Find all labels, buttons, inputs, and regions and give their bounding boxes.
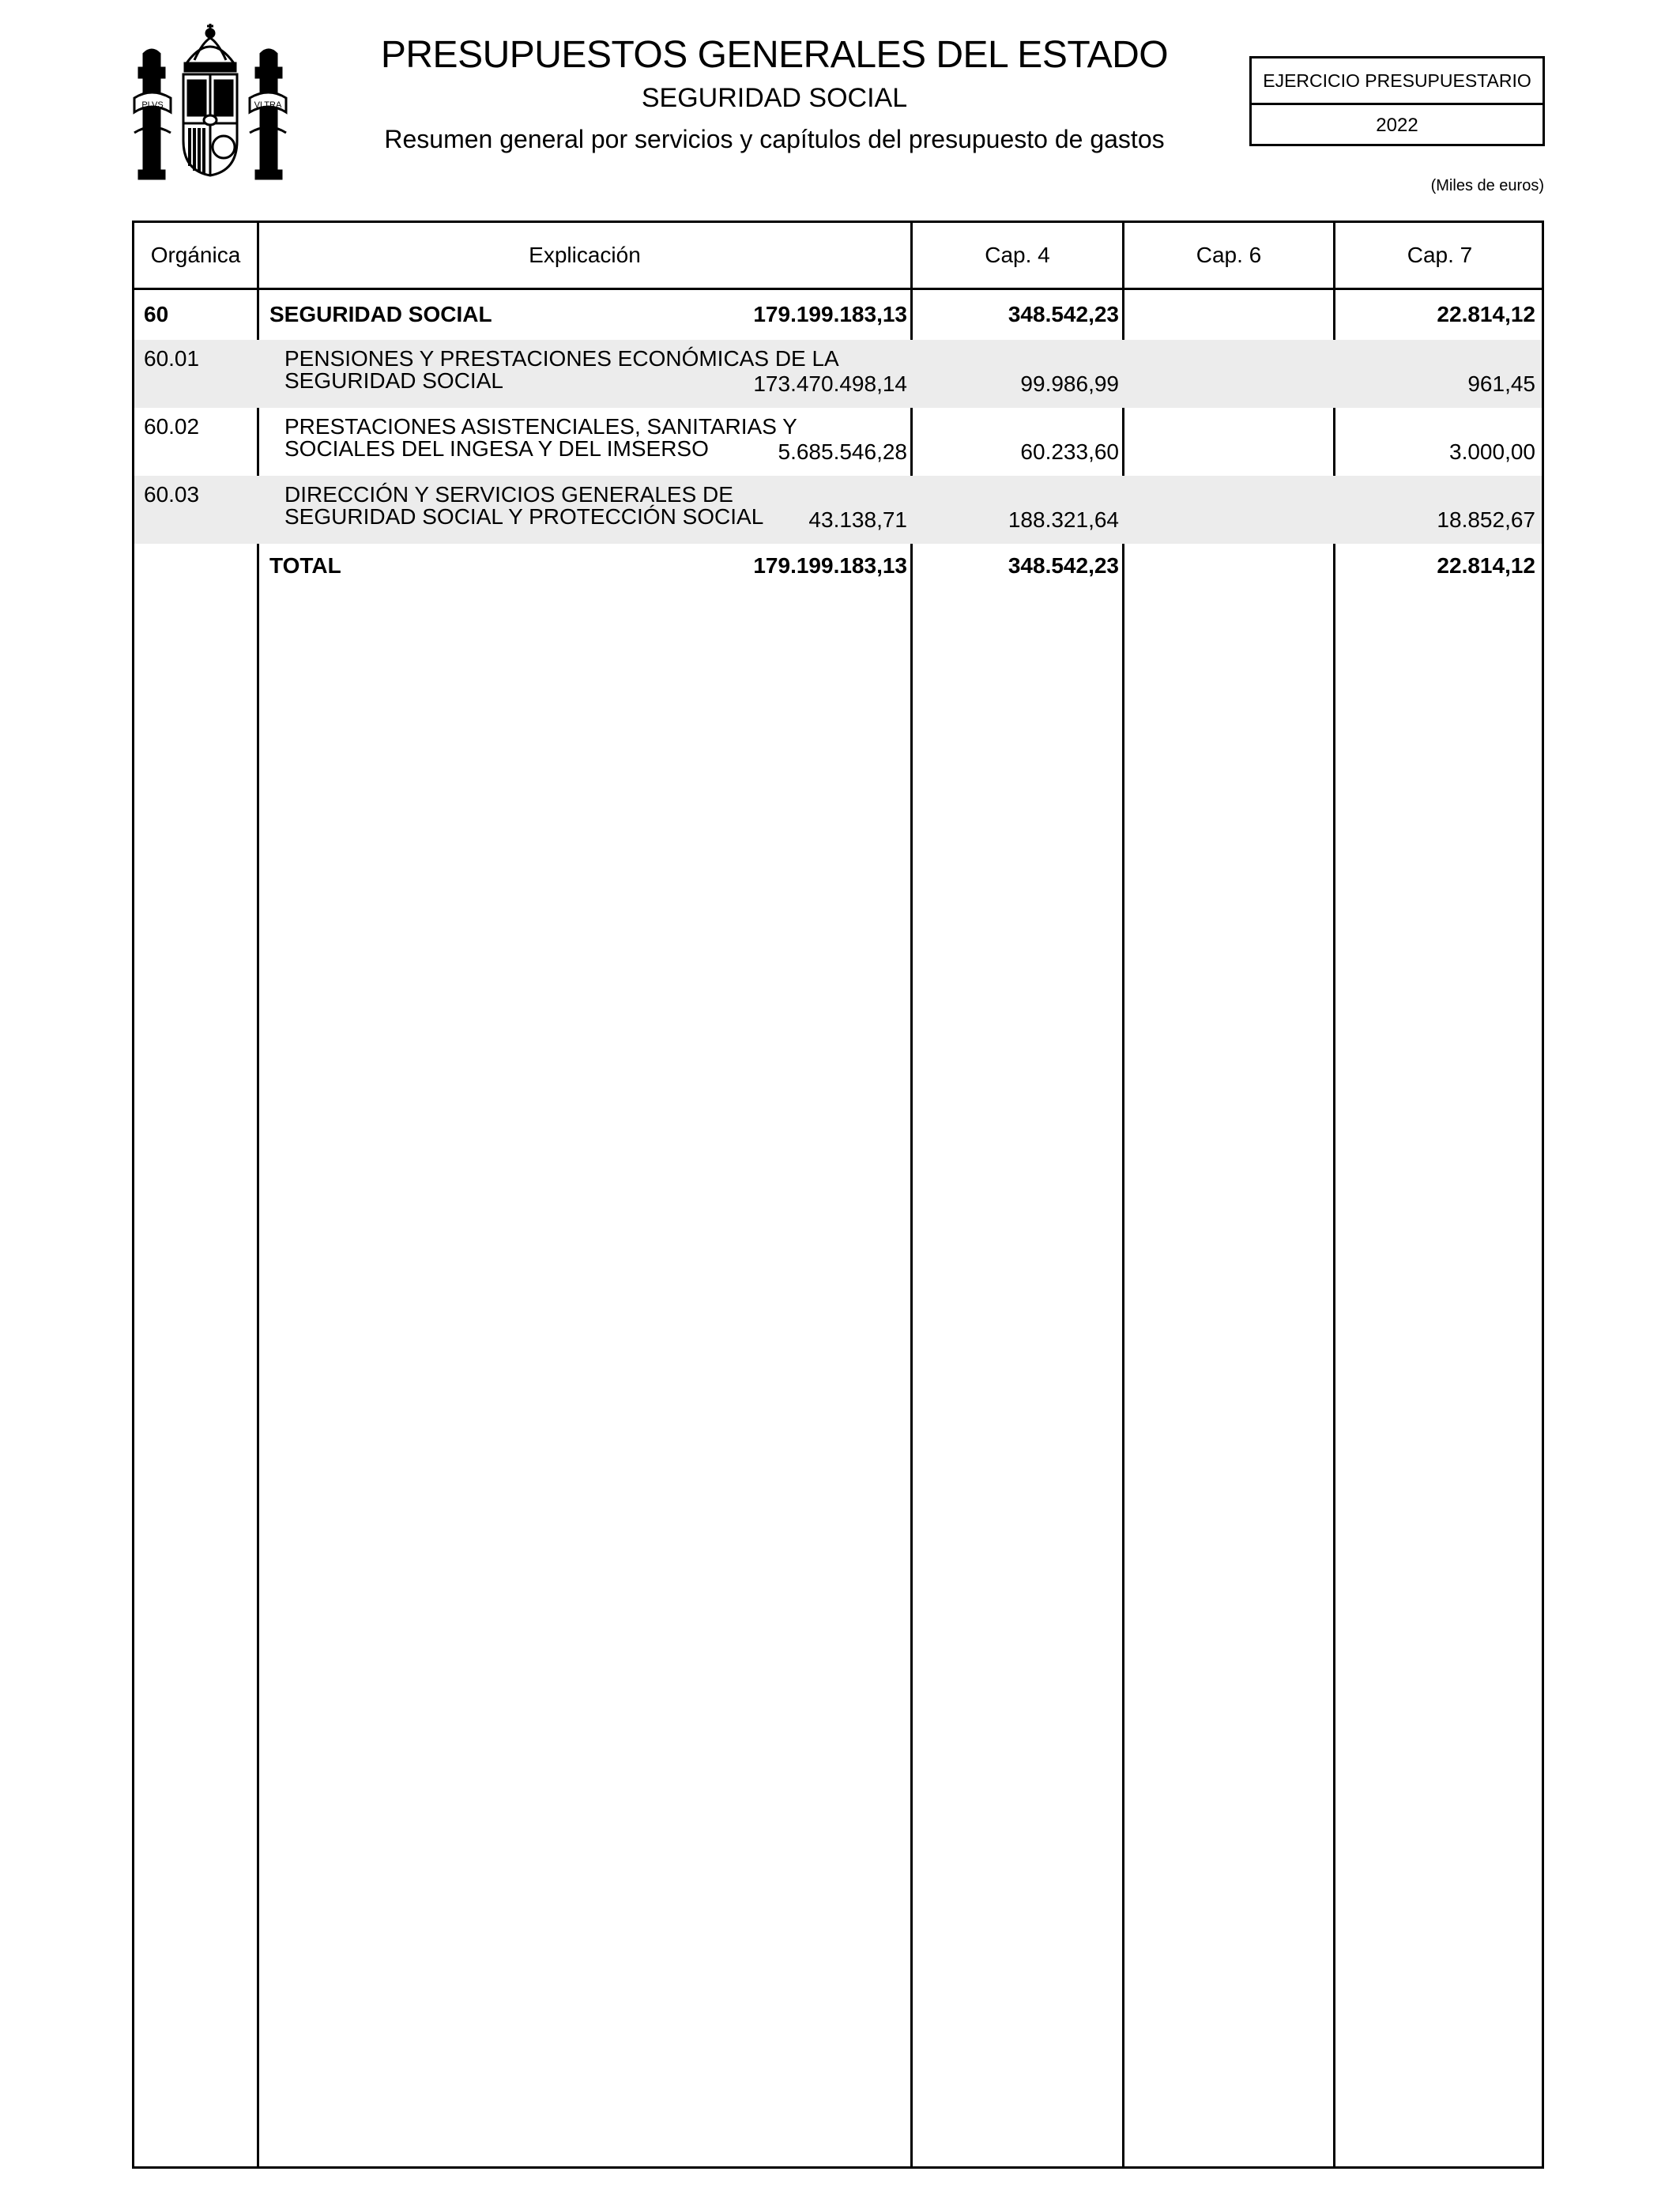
row-org: 60.02 bbox=[144, 414, 200, 439]
row-explicacion-line1: PENSIONES Y PRESTACIONES ECONÓMICAS DE LA bbox=[284, 346, 839, 371]
row-explicacion-line2: SEGURIDAD SOCIAL Y PROTECCIÓN SOCIAL bbox=[284, 504, 764, 529]
row-cap6: 348.542,23 bbox=[1008, 302, 1119, 326]
header-titles bbox=[316, 32, 1233, 156]
ejercicio-label: EJERCICIO PRESUPUESTARIO bbox=[1252, 58, 1543, 105]
table-row bbox=[134, 292, 1542, 340]
row-explicacion-line2: SEGURIDAD SOCIAL bbox=[284, 368, 503, 393]
table-row bbox=[134, 408, 1542, 476]
col-header-cap7: Cap. 7 bbox=[1407, 243, 1473, 267]
row-cap4: 5.685.546,28 bbox=[778, 439, 907, 464]
row-cap7: 3.000,00 bbox=[1449, 439, 1535, 464]
page-title: PRESUPUESTOS GENERALES DEL ESTADO bbox=[380, 34, 1169, 76]
table-row bbox=[134, 476, 1542, 544]
row-explicacion-line1: DIRECCIÓN Y SERVICIOS GENERALES DE bbox=[284, 482, 733, 507]
total-label: TOTAL bbox=[269, 553, 341, 578]
col-header-cap6: Cap. 6 bbox=[1196, 243, 1262, 267]
row-explicacion: SEGURIDAD SOCIAL bbox=[269, 302, 492, 326]
ejercicio-year: 2022 bbox=[1376, 115, 1418, 136]
row-cap7: 961,45 bbox=[1467, 371, 1535, 396]
col-header-organica: Orgánica bbox=[150, 243, 241, 267]
total-row bbox=[134, 544, 1542, 591]
page-subtitle: SEGURIDAD SOCIAL bbox=[641, 83, 908, 113]
coat-of-arms-logo bbox=[131, 22, 289, 180]
row-cap4: 173.470.498,14 bbox=[753, 371, 907, 396]
col-header-cap4: Cap. 4 bbox=[985, 243, 1050, 267]
row-org: 60 bbox=[144, 302, 169, 326]
row-cap6: 188.321,64 bbox=[1008, 507, 1119, 532]
row-cap4: 179.199.183,13 bbox=[753, 302, 907, 326]
row-cap7: 22.814,12 bbox=[1437, 302, 1535, 326]
row-cap4: 43.138,71 bbox=[808, 507, 907, 532]
table-row bbox=[134, 340, 1542, 408]
motto-left: PLVS bbox=[141, 100, 164, 110]
row-org: 60.03 bbox=[144, 482, 200, 507]
row-cap6: 99.986,99 bbox=[1020, 371, 1119, 396]
ejercicio-box bbox=[1249, 56, 1545, 146]
row-org: 60.01 bbox=[144, 346, 200, 371]
total-cap7: 22.814,12 bbox=[1437, 553, 1535, 578]
col-header-explicacion: Explicación bbox=[529, 243, 641, 267]
page-description: Resumen general por servicios y capítulos del presupuesto de gastos bbox=[384, 125, 1165, 153]
budget-table bbox=[132, 221, 1544, 2169]
units-note: (Miles de euros) bbox=[1430, 177, 1544, 194]
row-explicacion-line2: SOCIALES DEL INGESA Y DEL IMSERSO bbox=[284, 436, 709, 461]
row-cap6: 60.233,60 bbox=[1020, 439, 1119, 464]
total-cap4: 179.199.183,13 bbox=[753, 553, 907, 578]
row-cap7: 18.852,67 bbox=[1437, 507, 1535, 532]
total-cap6: 348.542,23 bbox=[1008, 553, 1119, 578]
table-header bbox=[134, 223, 1542, 290]
motto-right: VLTRA bbox=[254, 100, 282, 110]
row-explicacion-line1: PRESTACIONES ASISTENCIALES, SANITARIAS Y bbox=[284, 414, 797, 439]
